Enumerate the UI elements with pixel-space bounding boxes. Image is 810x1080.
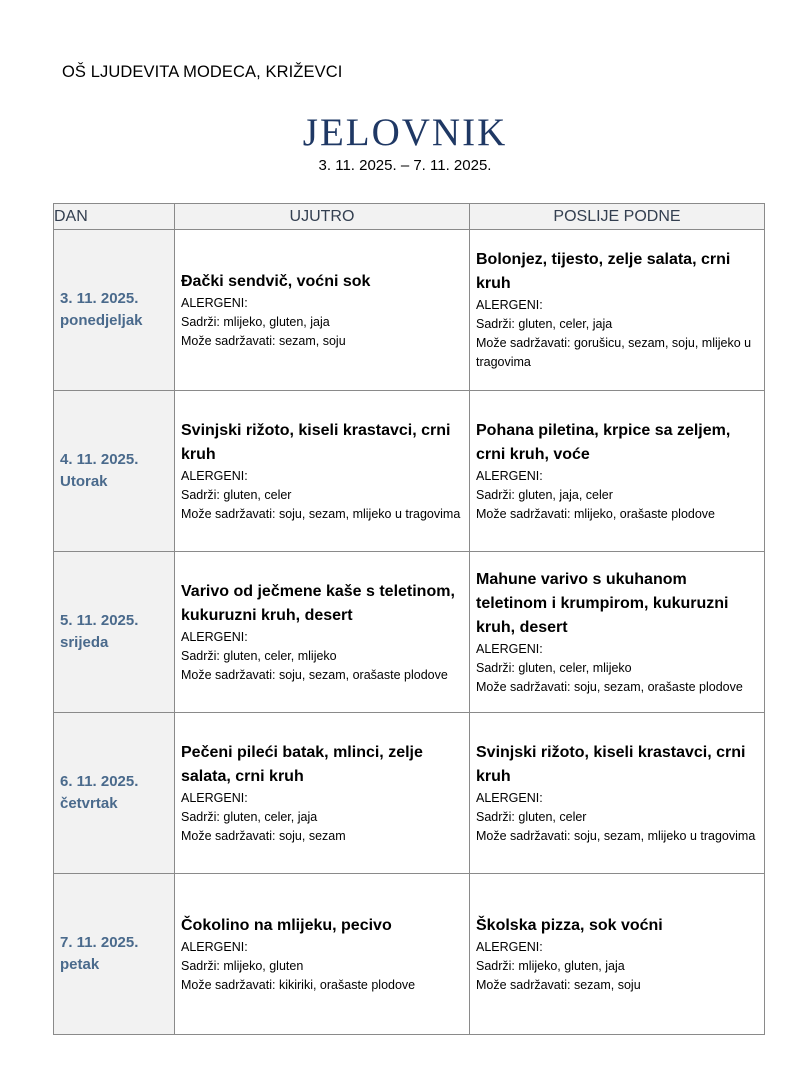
day-date: 6. 11. 2025. xyxy=(60,773,139,790)
header-afternoon: POSLIJE PODNE xyxy=(470,204,765,230)
dish-name: Đački sendvič, voćni sok xyxy=(181,272,371,290)
day-name: Utorak xyxy=(60,473,108,490)
table-row xyxy=(54,391,765,552)
day-name: četvrtak xyxy=(60,795,118,812)
table-header-row xyxy=(54,204,765,230)
contains-text: Sadrži: mlijeko, gluten xyxy=(181,958,304,973)
may-contain-text: Može sadržavati: soju, sezam, orašaste plodove xyxy=(476,679,743,694)
may-contain-text: Može sadržavati: gorušicu, sezam, soju, mlijeko u tragovima xyxy=(476,336,752,369)
morning-meal-cell xyxy=(175,713,470,874)
date-range: 3. 11. 2025. – 7. 11. 2025. xyxy=(318,157,492,174)
day-cell xyxy=(54,552,175,713)
may-contain-text: Može sadržavati: soju, sezam, mlijeko u tragovima xyxy=(181,506,461,521)
morning-meal-cell xyxy=(175,230,470,391)
day-date: 5. 11. 2025. xyxy=(60,612,139,629)
dish-name: Svinjski rižoto, kiseli krastavci, crni kruh xyxy=(181,421,451,463)
day-cell xyxy=(54,874,175,1035)
contains-text: Sadrži: gluten, jaja, celer xyxy=(476,487,613,502)
dish-name: Mahune varivo s ukuhanom teletinom i krumpirom, kukuruzni kruh, desert xyxy=(476,570,729,636)
dish-name: Bolonjez, tijesto, zelje salata, crni kruh xyxy=(476,251,731,292)
morning-meal-cell xyxy=(175,552,470,713)
table-row xyxy=(54,874,765,1035)
may-contain-text: Može sadržavati: kikiriki, orašaste plodove xyxy=(181,977,416,992)
table-row xyxy=(54,713,765,874)
allergens-label: ALERGENI: xyxy=(476,298,543,312)
header-day: DAN xyxy=(54,204,175,230)
dish-name: Školska pizza, sok voćni xyxy=(476,916,663,934)
table-row xyxy=(54,552,765,713)
may-contain-text: Može sadržavati: soju, sezam, mlijeko u tragovima xyxy=(476,828,756,843)
contains-text: Sadrži: gluten, celer, mlijeko xyxy=(181,648,337,663)
dish-name: Varivo od ječmene kaše s teletinom, kukuruzni kruh, desert xyxy=(181,582,455,624)
table-row xyxy=(54,230,765,391)
may-contain-text: Može sadržavati: soju, sezam, orašaste plodove xyxy=(181,667,448,682)
dish-name: Čokolino na mlijeku, pecivo xyxy=(181,916,392,934)
contains-text: Sadrži: gluten, celer xyxy=(181,487,292,502)
allergens-label: ALERGENI: xyxy=(476,641,543,656)
allergens-label: ALERGENI: xyxy=(476,468,543,483)
menu-table xyxy=(53,203,765,1035)
may-contain-text: Može sadržavati: mlijeko, orašaste plodove xyxy=(476,506,716,521)
day-name: srijeda xyxy=(60,634,109,651)
contains-text: Sadrži: gluten, celer, mlijeko xyxy=(476,660,632,675)
dish-name: Svinjski rižoto, kiseli krastavci, crni kruh xyxy=(476,743,746,785)
afternoon-meal-cell xyxy=(470,874,765,1035)
day-cell xyxy=(54,713,175,874)
day-name: petak xyxy=(60,956,100,973)
allergens-label: ALERGENI: xyxy=(181,790,248,805)
day-cell xyxy=(54,391,175,552)
may-contain-text: Može sadržavati: sezam, soju xyxy=(476,977,641,992)
morning-meal-cell xyxy=(175,391,470,552)
day-date: 7. 11. 2025. xyxy=(60,934,139,951)
contains-text: Sadrži: gluten, celer, jaja xyxy=(476,317,613,331)
afternoon-meal-cell xyxy=(470,713,765,874)
dish-name: Pečeni pileći batak, mlinci, zelje salata, crni kruh xyxy=(181,743,423,785)
allergens-label: ALERGENI: xyxy=(476,939,543,954)
afternoon-meal-cell xyxy=(470,230,765,391)
menu-title: JELOVNIK xyxy=(302,111,508,154)
day-name: ponedjeljak xyxy=(60,312,143,329)
allergens-label: ALERGENI: xyxy=(181,295,248,310)
afternoon-meal-cell xyxy=(470,391,765,552)
day-cell xyxy=(54,230,175,391)
header-morning: UJUTRO xyxy=(175,204,470,230)
allergens-label: ALERGENI: xyxy=(181,629,248,644)
dish-name: Pohana piletina, krpice sa zeljem, crni kruh, voće xyxy=(476,421,731,463)
contains-text: Sadrži: mlijeko, gluten, jaja xyxy=(476,958,625,973)
contains-text: Sadrži: gluten, celer, jaja xyxy=(181,809,318,824)
day-date: 4. 11. 2025. xyxy=(60,451,139,468)
contains-text: Sadrži: gluten, celer xyxy=(476,809,587,824)
allergens-label: ALERGENI: xyxy=(181,468,248,483)
allergens-label: ALERGENI: xyxy=(181,939,248,954)
may-contain-text: Može sadržavati: soju, sezam xyxy=(181,828,346,843)
may-contain-text: Može sadržavati: sezam, soju xyxy=(181,333,346,348)
contains-text: Sadrži: mlijeko, gluten, jaja xyxy=(181,314,330,329)
day-date: 3. 11. 2025. xyxy=(60,290,139,307)
allergens-label: ALERGENI: xyxy=(476,790,543,805)
afternoon-meal-cell xyxy=(470,552,765,713)
school-name: OŠ LJUDEVITA MODECA, KRIŽEVCI xyxy=(62,63,343,81)
morning-meal-cell xyxy=(175,874,470,1035)
